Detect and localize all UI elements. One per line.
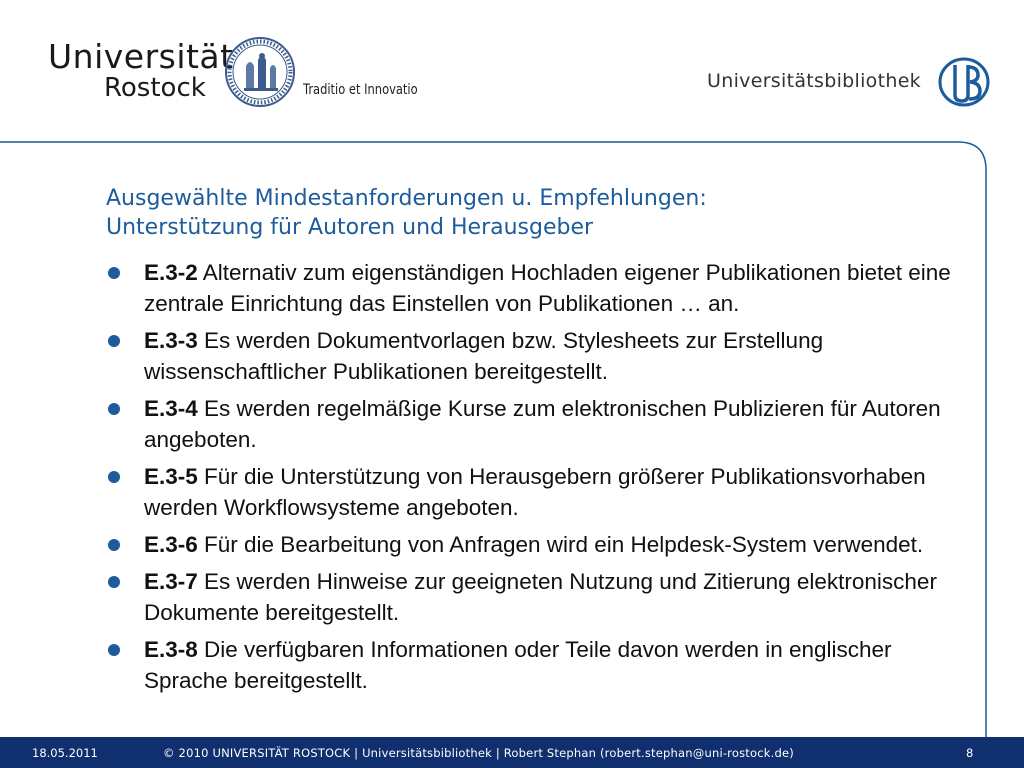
list-item (100, 566, 960, 628)
requirement-text: Die verfügbaren Informationen oder Teile davon werden in englischer Sprache bereitgestellt. (144, 637, 892, 693)
requirement-code: E.3-6 (144, 532, 198, 557)
list-item (100, 529, 960, 560)
requirement-code: E.3-8 (144, 637, 198, 662)
requirement-code: E.3-4 (144, 396, 198, 421)
slide-header (0, 0, 1024, 142)
requirement-text: Für die Unterstützung von Herausgebern größerer Publikationsvorhaben werden Workflowsysteme angeboten. (144, 464, 926, 520)
university-wordmark (48, 37, 234, 103)
university-name: Universität (48, 37, 234, 76)
requirements-list (100, 257, 960, 702)
ub-monogram-icon (938, 57, 990, 107)
list-item (100, 393, 960, 455)
bullet-icon (108, 335, 120, 347)
page-number: 8 (966, 746, 974, 760)
requirement-text: Es werden Dokumentvorlagen bzw. Stylesheets zur Erstellung wissenschaftlicher Publikationen bereitgestellt. (144, 328, 824, 384)
university-seal-icon (224, 36, 296, 108)
slide-title-line-2: Unterstützung für Autoren und Herausgeber (106, 215, 594, 240)
university-city: Rostock (104, 73, 206, 103)
bullet-icon (108, 644, 120, 656)
university-motto: Traditio et Innovatio (303, 82, 418, 98)
bullet-icon (108, 403, 120, 415)
requirement-code: E.3-3 (144, 328, 198, 353)
slide-title (106, 184, 926, 242)
list-item (100, 461, 960, 523)
requirement-text: Es werden Hinweise zur geeigneten Nutzung und Zitierung elektronischer Dokumente bereitgestellt. (144, 569, 937, 625)
bullet-icon (108, 471, 120, 483)
footer-copyright: © 2010 UNIVERSITÄT ROSTOCK | Universitätsbibliothek | Robert Stephan (robert.stephan@uni-rostock.de) (163, 746, 794, 760)
requirement-text: Es werden regelmäßige Kurse zum elektronischen Publizieren für Autoren angeboten. (144, 396, 941, 452)
bullet-icon (108, 539, 120, 551)
list-item (100, 634, 960, 696)
requirement-code: E.3-5 (144, 464, 198, 489)
bullet-icon (108, 267, 120, 279)
requirement-code: E.3-2 (144, 260, 198, 285)
list-item (100, 257, 960, 319)
requirement-code: E.3-7 (144, 569, 198, 594)
bullet-icon (108, 576, 120, 588)
list-item (100, 325, 960, 387)
library-name: Universitätsbibliothek (707, 70, 921, 92)
slide-title-line-1: Ausgewählte Mindestanforderungen u. Empfehlungen: (106, 186, 707, 211)
requirement-text: Für die Bearbeitung von Anfragen wird ein Helpdesk-System verwendet. (197, 532, 924, 557)
requirement-text: Alternativ zum eigenständigen Hochladen eigener Publikationen bietet eine zentrale Einrichtung das Einstellen von Publikationen … an. (144, 260, 951, 316)
footer-date: 18.05.2011 (32, 746, 98, 760)
slide-footer (0, 737, 1024, 768)
